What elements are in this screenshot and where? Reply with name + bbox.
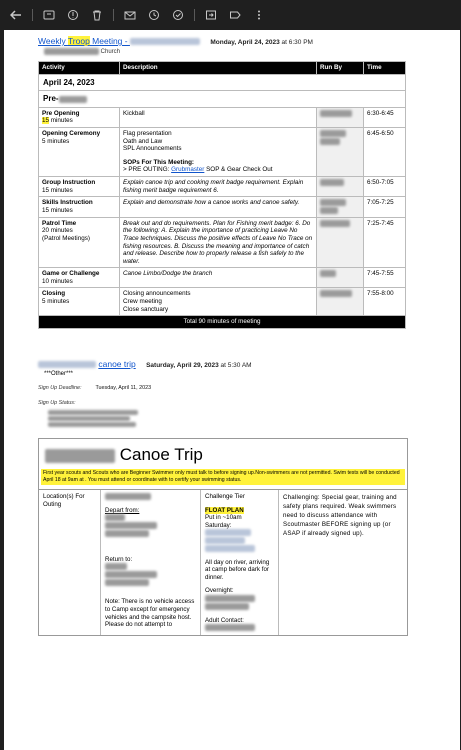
schedule-section-header <box>39 91 406 108</box>
description-cell: Explain and demonstrate how a canoe works and canoe safety. <box>120 197 317 218</box>
redacted-text <box>205 529 251 536</box>
put-in-time: Put in ~10am <box>205 514 242 522</box>
move-to-icon[interactable] <box>203 7 219 23</box>
col-run-by: Run By <box>317 62 364 75</box>
table-row <box>39 107 406 127</box>
swimmer-notice-banner: First year scouts and Scouts who are Beginner Swimmer only must talk to before signing up.Non-swimmers are not permitted. Swim tests will be conducted April 18 at 9am at . You must attend or coordinate with to certify your swimming status. <box>41 469 405 485</box>
description-line: Close sanctuary <box>123 305 169 313</box>
signup-deadline <box>38 385 460 391</box>
table-row <box>39 217 406 268</box>
schedule-total-footer: Total 90 minutes of meeting <box>39 316 406 329</box>
run-by-cell <box>317 128 364 177</box>
toolbar-divider <box>113 9 114 21</box>
redacted-text <box>48 410 138 415</box>
description-cell: Break out and do requirements. Plan for Fishing merit badge: 6. Do the following: A. Explain the importance of practicing Leave No Trace techniques. Discuss the positive effects of Leave No Trace on fishing resources. B. Discuss the meaning and importance of catch and release. Describe how to properly release a fish safely to the water. <box>120 217 317 268</box>
redacted-text <box>105 530 149 537</box>
label-icon[interactable] <box>227 7 243 23</box>
redacted-text <box>320 110 352 117</box>
activity-duration: 5 minutes <box>42 298 70 306</box>
overnight-label: Overnight: <box>205 587 234 595</box>
signup-deadline-label: Sign Up Deadline: <box>38 384 82 391</box>
description-line: Flag presentation <box>123 130 172 138</box>
activity-duration: 5 minutes <box>42 137 70 145</box>
archive-icon[interactable] <box>41 7 57 23</box>
activity-cell <box>39 197 120 218</box>
redacted-text <box>320 130 346 137</box>
event1-title-link[interactable] <box>38 36 200 46</box>
redacted-text <box>105 563 127 570</box>
redacted-text <box>205 545 255 552</box>
redacted-text <box>320 220 350 227</box>
description-line: Crew meeting <box>123 298 162 306</box>
run-by-cell <box>317 177 364 197</box>
redacted-text <box>320 290 352 297</box>
event2-date-text: Saturday, April 29, 2023 <box>146 361 219 369</box>
trip-title <box>39 439 407 469</box>
run-by-cell <box>317 268 364 288</box>
redacted-text <box>48 422 136 427</box>
redacted-text <box>130 38 200 45</box>
redacted-text <box>45 449 115 463</box>
depart-label: Depart from: <box>105 506 140 514</box>
redacted-text <box>320 138 340 145</box>
description-line: Closing announcements <box>123 290 191 298</box>
activity-duration-note: (Patrol Meetings) <box>42 234 90 242</box>
redacted-text <box>48 416 130 421</box>
activity-cell <box>39 268 120 288</box>
signup-status-label: Sign Up Status: <box>38 399 76 406</box>
description-cell: Kickball <box>120 107 317 127</box>
redacted-text <box>320 270 336 277</box>
description-line: Oath and Law <box>123 137 163 145</box>
signup-deadline-value: Tuesday, April 11, 2023 <box>95 384 152 391</box>
activity-cell <box>39 217 120 268</box>
activity-duration: 15 minutes <box>42 186 73 194</box>
sops-line <box>123 166 313 174</box>
redacted-text <box>205 624 255 631</box>
event1-time: at 6:30 PM <box>279 39 313 46</box>
redacted-text <box>105 514 125 521</box>
event1-location <box>44 48 460 55</box>
time-cell: 6:45-6:50 <box>364 128 406 177</box>
signup-status-values <box>48 410 460 428</box>
run-by-cell <box>317 288 364 316</box>
mark-unread-icon[interactable] <box>122 7 138 23</box>
trip-details-grid <box>39 489 407 635</box>
email-body <box>4 30 460 750</box>
table-row <box>39 177 406 197</box>
activity-name: Skills Instruction <box>42 199 93 207</box>
redacted-text <box>105 571 157 578</box>
toolbar-divider <box>194 9 195 21</box>
report-spam-icon[interactable] <box>65 7 81 23</box>
activity-name: Opening Ceremony <box>42 130 101 138</box>
redacted-text <box>320 207 338 214</box>
trip-title-text: Canoe Trip <box>119 445 203 465</box>
return-label: Return to: <box>105 555 133 563</box>
description-cell: Explain canoe trip and cooking merit badge requirement. Explain fishing merit badge requirement 6. <box>120 177 317 197</box>
time-cell: 6:30-6:45 <box>364 107 406 127</box>
event1-location-suffix: Church <box>100 49 121 56</box>
activity-duration: 15 minutes <box>42 206 73 214</box>
event1-title-highlight: Troop <box>67 36 90 46</box>
schedule-date-header: April 24, 2023 <box>39 74 406 91</box>
challenge-tier-column <box>201 490 279 635</box>
run-by-cell <box>317 107 364 127</box>
col-activity: Activity <box>39 62 120 75</box>
activity-cell <box>39 107 120 127</box>
back-arrow-icon[interactable] <box>8 7 24 23</box>
time-cell: 7:55-8:00 <box>364 288 406 316</box>
redacted-text <box>105 579 149 586</box>
activity-name: Closing <box>42 290 66 298</box>
redacted-text <box>105 522 157 529</box>
activity-name: Game or Challenge <box>42 270 100 278</box>
event1-date-text: Monday, April 24, 2023 <box>210 39 280 46</box>
description-cell <box>120 288 317 316</box>
activity-cell <box>39 128 120 177</box>
table-row <box>39 197 406 218</box>
event1-title-pre: Weekly <box>38 36 68 46</box>
event2-section <box>38 359 460 428</box>
message-toolbar <box>0 0 461 30</box>
sops-title: SOPs For This Meeting: <box>123 158 195 166</box>
col-time: Time <box>364 62 406 75</box>
redacted-text <box>105 493 151 500</box>
section-header-text: Pre- <box>43 94 59 104</box>
activity-duration: 10 minutes <box>42 277 73 285</box>
redacted-text <box>59 96 87 103</box>
redacted-text <box>320 179 344 186</box>
time-cell: 7:25-7:45 <box>364 217 406 268</box>
table-row <box>39 268 406 288</box>
col-description: Description <box>120 62 317 75</box>
table-row <box>39 128 406 177</box>
sops-post: SOP & Gear Check Out <box>204 166 273 174</box>
all-day-note: All day on river, arriving at camp before dark for dinner. <box>205 558 270 581</box>
sops-pre: > PRE OUTING: <box>123 166 172 174</box>
activity-name: Pre Opening <box>42 109 80 117</box>
snooze-icon[interactable] <box>146 7 162 23</box>
event2-title-link[interactable]: canoe trip <box>98 358 136 369</box>
redacted-text <box>205 595 255 602</box>
activity-cell <box>39 288 120 316</box>
event1-title-post: Meeting - <box>89 36 130 46</box>
challenging-description: Challenging: Special gear, training and safety plans required. Weak swimmers need to discuss attendance with Scoutmaster BEFORE signing up (or ASAP if already signed up). <box>283 494 397 538</box>
event2-time: at 5:30 AM <box>218 361 252 369</box>
activity-cell <box>39 177 120 197</box>
run-by-cell <box>317 197 364 218</box>
description-cell <box>120 128 317 177</box>
activity-duration-highlight: 15 <box>42 117 50 125</box>
redacted-text <box>205 603 249 610</box>
event2-other: ***Other*** <box>44 370 74 377</box>
time-cell: 6:50-7:05 <box>364 177 406 197</box>
saturday-label: Saturday: <box>205 521 232 529</box>
redacted-text <box>44 48 99 55</box>
float-plan-label: FLOAT PLAN <box>205 506 244 514</box>
description-line: SPL Announcements <box>123 145 182 153</box>
event2-header <box>38 359 460 371</box>
time-cell: 7:05-7:25 <box>364 197 406 218</box>
activity-name: Patrol Time <box>42 219 77 227</box>
vehicle-access-note: Note: There is no vehicle access to Camp except for emergency vehicles and the campsite host. Please do not attempt to <box>105 598 195 629</box>
activity-duration: minutes <box>49 117 73 125</box>
description-cell: Canoe Limbo/Dodge the branch <box>120 268 317 288</box>
run-by-cell <box>317 217 364 268</box>
redacted-text <box>38 361 96 368</box>
redacted-text <box>205 537 245 544</box>
adult-contact-label: Adult Contact: <box>205 616 244 624</box>
delete-icon[interactable] <box>89 7 105 23</box>
event1-date <box>210 39 313 46</box>
meeting-schedule-table <box>38 61 406 329</box>
challenge-tier-label: Challenge Tier <box>205 493 245 501</box>
event1-header <box>38 36 460 48</box>
canoe-trip-card <box>38 438 408 636</box>
time-cell: 7:45-7:55 <box>364 268 406 288</box>
add-task-icon[interactable] <box>170 7 186 23</box>
table-row <box>39 288 406 316</box>
activity-name: Group Instruction <box>42 179 96 187</box>
redacted-text <box>320 199 346 206</box>
location-details <box>101 490 201 635</box>
grubmaster-link[interactable]: Grubmaster <box>171 166 205 174</box>
more-vert-icon[interactable] <box>251 7 267 23</box>
activity-duration: 20 minutes <box>42 227 73 235</box>
toolbar-divider <box>32 9 33 21</box>
location-column-label: Location(s) For Outing <box>39 490 101 635</box>
event2-date <box>146 362 252 369</box>
